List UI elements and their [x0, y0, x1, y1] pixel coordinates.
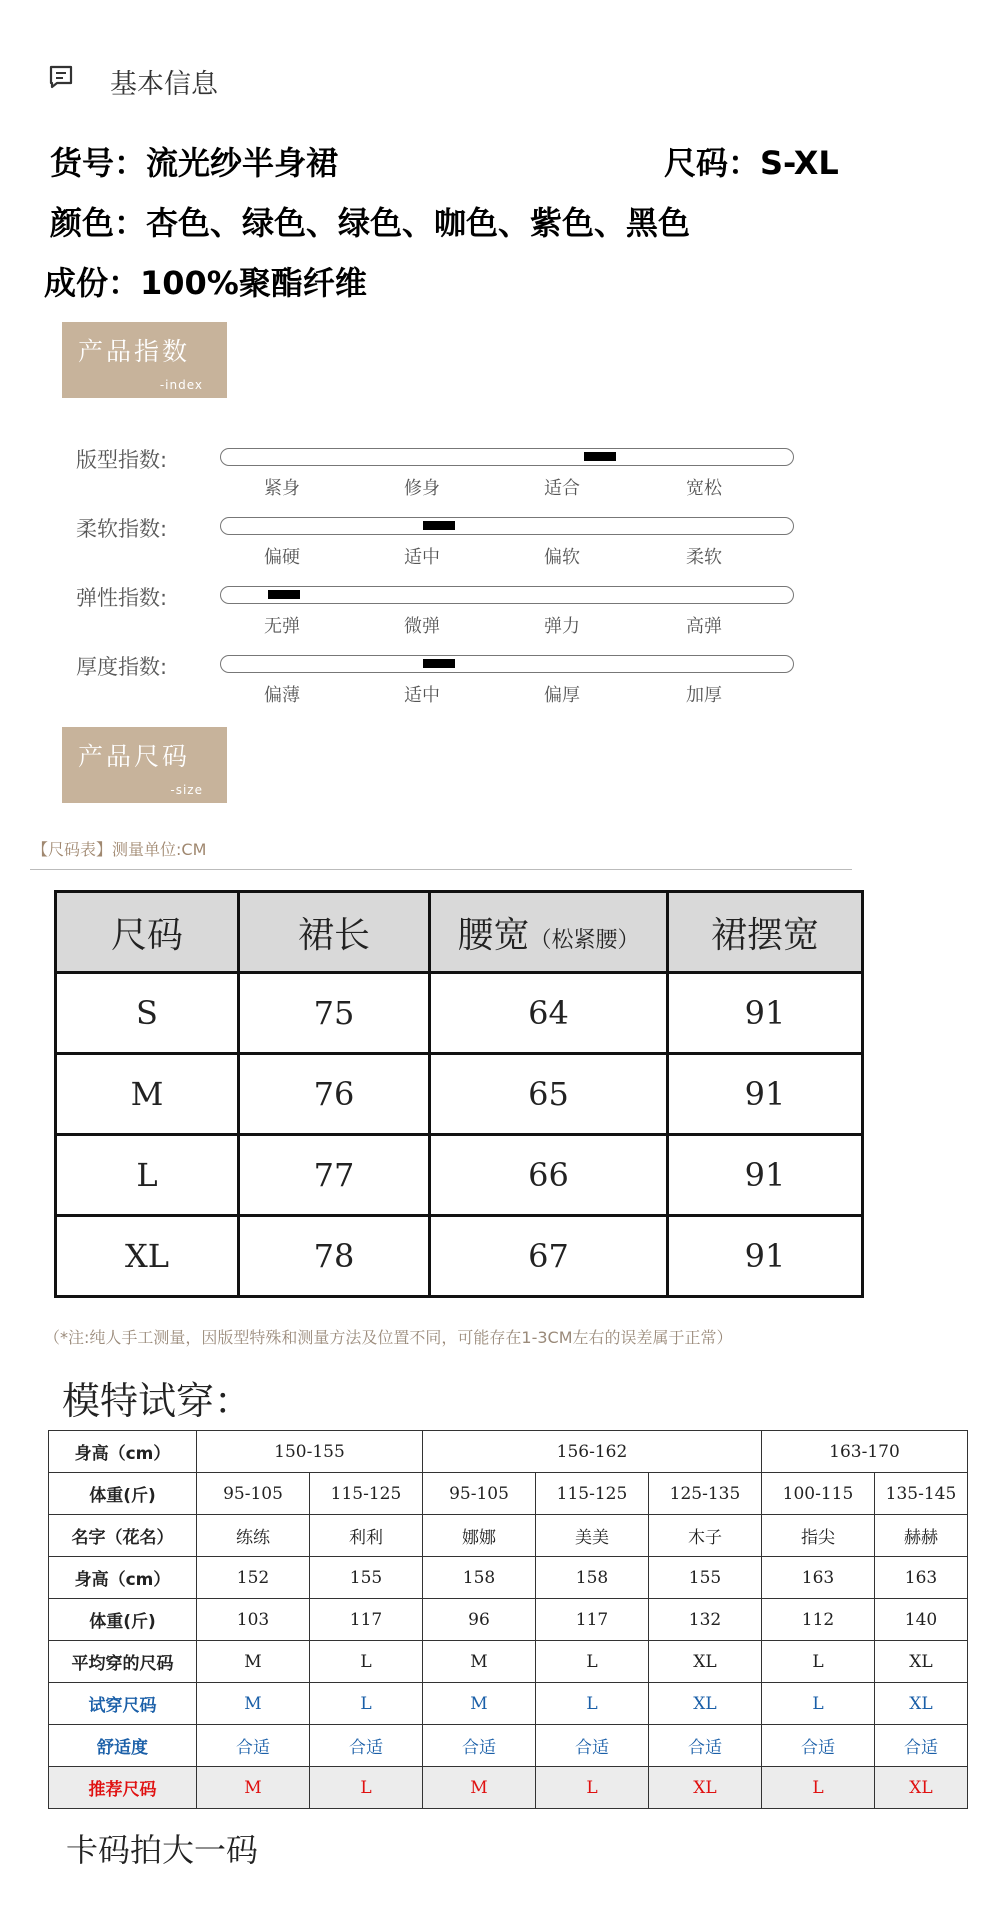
cell: L	[310, 1641, 423, 1683]
cell: 91	[668, 1054, 863, 1135]
cell: 美美	[536, 1515, 649, 1557]
cell: XL	[649, 1641, 762, 1683]
size-table	[54, 890, 864, 1298]
index-scale-word: 适中	[404, 685, 440, 706]
cell: 合适	[649, 1725, 762, 1767]
cell: 163	[762, 1557, 875, 1599]
index-scale-word: 微弹	[404, 616, 440, 637]
cell: 娜娜	[423, 1515, 536, 1557]
cell: M	[423, 1641, 536, 1683]
cell: 91	[668, 973, 863, 1054]
cell: XL	[649, 1683, 762, 1725]
index-track	[220, 517, 794, 535]
size-badge: 产品尺码 -size	[62, 727, 227, 803]
index-scale-word: 柔软	[686, 547, 722, 568]
color-list: 颜色：杏色、绿色、绿色、咖色、紫色、黑色	[50, 204, 691, 242]
index-marker	[423, 521, 455, 530]
cell: 135-145	[875, 1473, 968, 1515]
list-icon	[48, 64, 74, 90]
cell: 112	[762, 1599, 875, 1641]
index-scale-word: 宽松	[686, 478, 722, 499]
size-range: 尺码：S-XL	[664, 144, 839, 182]
cell: L	[762, 1683, 875, 1725]
cell: 合适	[310, 1725, 423, 1767]
cell: M	[56, 1054, 239, 1135]
cell: M	[423, 1767, 536, 1809]
index-marker	[423, 659, 455, 668]
cell: M	[197, 1683, 310, 1725]
item-number: 货号：流光纱半身裙	[50, 144, 339, 182]
col-waist: 腰宽（松紧腰）	[430, 892, 668, 973]
cell: 158	[423, 1557, 536, 1599]
index-scale-word: 加厚	[686, 685, 722, 706]
cell: 155	[310, 1557, 423, 1599]
cell: XL	[875, 1767, 968, 1809]
col-hem: 裙摆宽	[668, 892, 863, 973]
cell: 95-105	[197, 1473, 310, 1515]
table-row	[56, 973, 863, 1054]
cell: 67	[430, 1216, 668, 1297]
cell: 117	[536, 1599, 649, 1641]
cell: 77	[239, 1135, 430, 1216]
cell: M	[423, 1683, 536, 1725]
measurement-note: （*注:纯人手工测量，因版型特殊和测量方法及位置不同，可能存在1-3CM左右的误差属于正常）	[44, 1328, 733, 1347]
cell: 140	[875, 1599, 968, 1641]
index-scale-word: 高弹	[686, 616, 722, 637]
cell: 78	[239, 1216, 430, 1297]
cell: 156-162	[423, 1431, 762, 1473]
table-row	[49, 1767, 968, 1809]
cell: 155	[649, 1557, 762, 1599]
cell: 64	[430, 973, 668, 1054]
section-title: 基本信息	[110, 69, 218, 100]
cell: 95-105	[423, 1473, 536, 1515]
cell: 115-125	[536, 1473, 649, 1515]
cell: 96	[423, 1599, 536, 1641]
cell: 132	[649, 1599, 762, 1641]
cell: 115-125	[310, 1473, 423, 1515]
footer-tip: 卡码拍大一码	[66, 1831, 259, 1869]
cell: L	[762, 1641, 875, 1683]
cell: L	[56, 1135, 239, 1216]
table-row	[49, 1515, 968, 1557]
cell: L	[536, 1683, 649, 1725]
cell: 66	[430, 1135, 668, 1216]
cell: 合适	[762, 1725, 875, 1767]
col-length: 裙长	[239, 892, 430, 973]
row-header: 体重(斤)	[49, 1473, 197, 1515]
cell: M	[197, 1641, 310, 1683]
row-header: 推荐尺码	[49, 1767, 197, 1809]
cell: 125-135	[649, 1473, 762, 1515]
cell: L	[536, 1641, 649, 1683]
table-row	[56, 1216, 863, 1297]
cell: L	[310, 1767, 423, 1809]
cell: 合适	[197, 1725, 310, 1767]
cell: M	[197, 1767, 310, 1809]
cell: 152	[197, 1557, 310, 1599]
index-badge: 产品指数 -index	[62, 322, 227, 398]
table-row	[49, 1683, 968, 1725]
material: 成份：100%聚酯纤维	[44, 264, 367, 302]
index-scale-word: 适中	[404, 547, 440, 568]
cell: S	[56, 973, 239, 1054]
table-row	[49, 1431, 968, 1473]
index-label: 弹性指数:	[76, 586, 168, 610]
cell: 163	[875, 1557, 968, 1599]
cell: 117	[310, 1599, 423, 1641]
index-scale-word: 无弹	[264, 616, 300, 637]
cell: XL	[56, 1216, 239, 1297]
divider	[30, 869, 852, 870]
cell: 指尖	[762, 1515, 875, 1557]
index-scale-word: 偏硬	[264, 547, 300, 568]
cell: 合适	[875, 1725, 968, 1767]
cell: L	[310, 1683, 423, 1725]
cell: 利利	[310, 1515, 423, 1557]
table-row	[49, 1599, 968, 1641]
table-row	[56, 1054, 863, 1135]
size-table-header	[56, 892, 863, 973]
cell: XL	[649, 1767, 762, 1809]
cell: 163-170	[762, 1431, 968, 1473]
row-header: 舒适度	[49, 1725, 197, 1767]
row-header: 试穿尺码	[49, 1683, 197, 1725]
index-track	[220, 448, 794, 466]
index-label: 柔软指数:	[76, 517, 168, 541]
row-header: 身高（cm）	[49, 1431, 197, 1473]
cell: 75	[239, 973, 430, 1054]
cell: 100-115	[762, 1473, 875, 1515]
cell: L	[536, 1767, 649, 1809]
row-header: 体重(斤)	[49, 1599, 197, 1641]
col-size: 尺码	[56, 892, 239, 973]
index-track	[220, 655, 794, 673]
index-label: 版型指数:	[76, 448, 168, 472]
index-scale-word: 偏薄	[264, 685, 300, 706]
index-scale-word: 适合	[544, 478, 580, 499]
index-scale-word: 偏厚	[544, 685, 580, 706]
index-scale-word: 修身	[404, 478, 440, 499]
cell: 木子	[649, 1515, 762, 1557]
table-row	[49, 1641, 968, 1683]
cell: 103	[197, 1599, 310, 1641]
size-table-caption: 【尺码表】测量单位:CM	[32, 840, 207, 859]
cell: 150-155	[197, 1431, 423, 1473]
row-header: 平均穿的尺码	[49, 1641, 197, 1683]
row-header: 名字（花名）	[49, 1515, 197, 1557]
cell: XL	[875, 1683, 968, 1725]
cell: XL	[875, 1641, 968, 1683]
cell: 赫赫	[875, 1515, 968, 1557]
cell: 76	[239, 1054, 430, 1135]
table-row	[49, 1473, 968, 1515]
index-label: 厚度指数:	[76, 655, 168, 679]
index-track	[220, 586, 794, 604]
cell: 合适	[536, 1725, 649, 1767]
cell: 练练	[197, 1515, 310, 1557]
index-scale-word: 偏软	[544, 547, 580, 568]
table-row	[49, 1557, 968, 1599]
cell: L	[762, 1767, 875, 1809]
index-marker	[268, 590, 300, 599]
model-fitting-table	[48, 1430, 968, 1809]
model-fitting-title: 模特试穿：	[62, 1379, 253, 1423]
index-scale-word: 紧身	[264, 478, 300, 499]
cell: 合适	[423, 1725, 536, 1767]
cell: 158	[536, 1557, 649, 1599]
row-header: 身高（cm）	[49, 1557, 197, 1599]
cell: 91	[668, 1216, 863, 1297]
table-row	[49, 1725, 968, 1767]
cell: 91	[668, 1135, 863, 1216]
cell: 65	[430, 1054, 668, 1135]
index-scale-word: 弹力	[544, 616, 580, 637]
index-marker	[584, 452, 616, 461]
table-row	[56, 1135, 863, 1216]
